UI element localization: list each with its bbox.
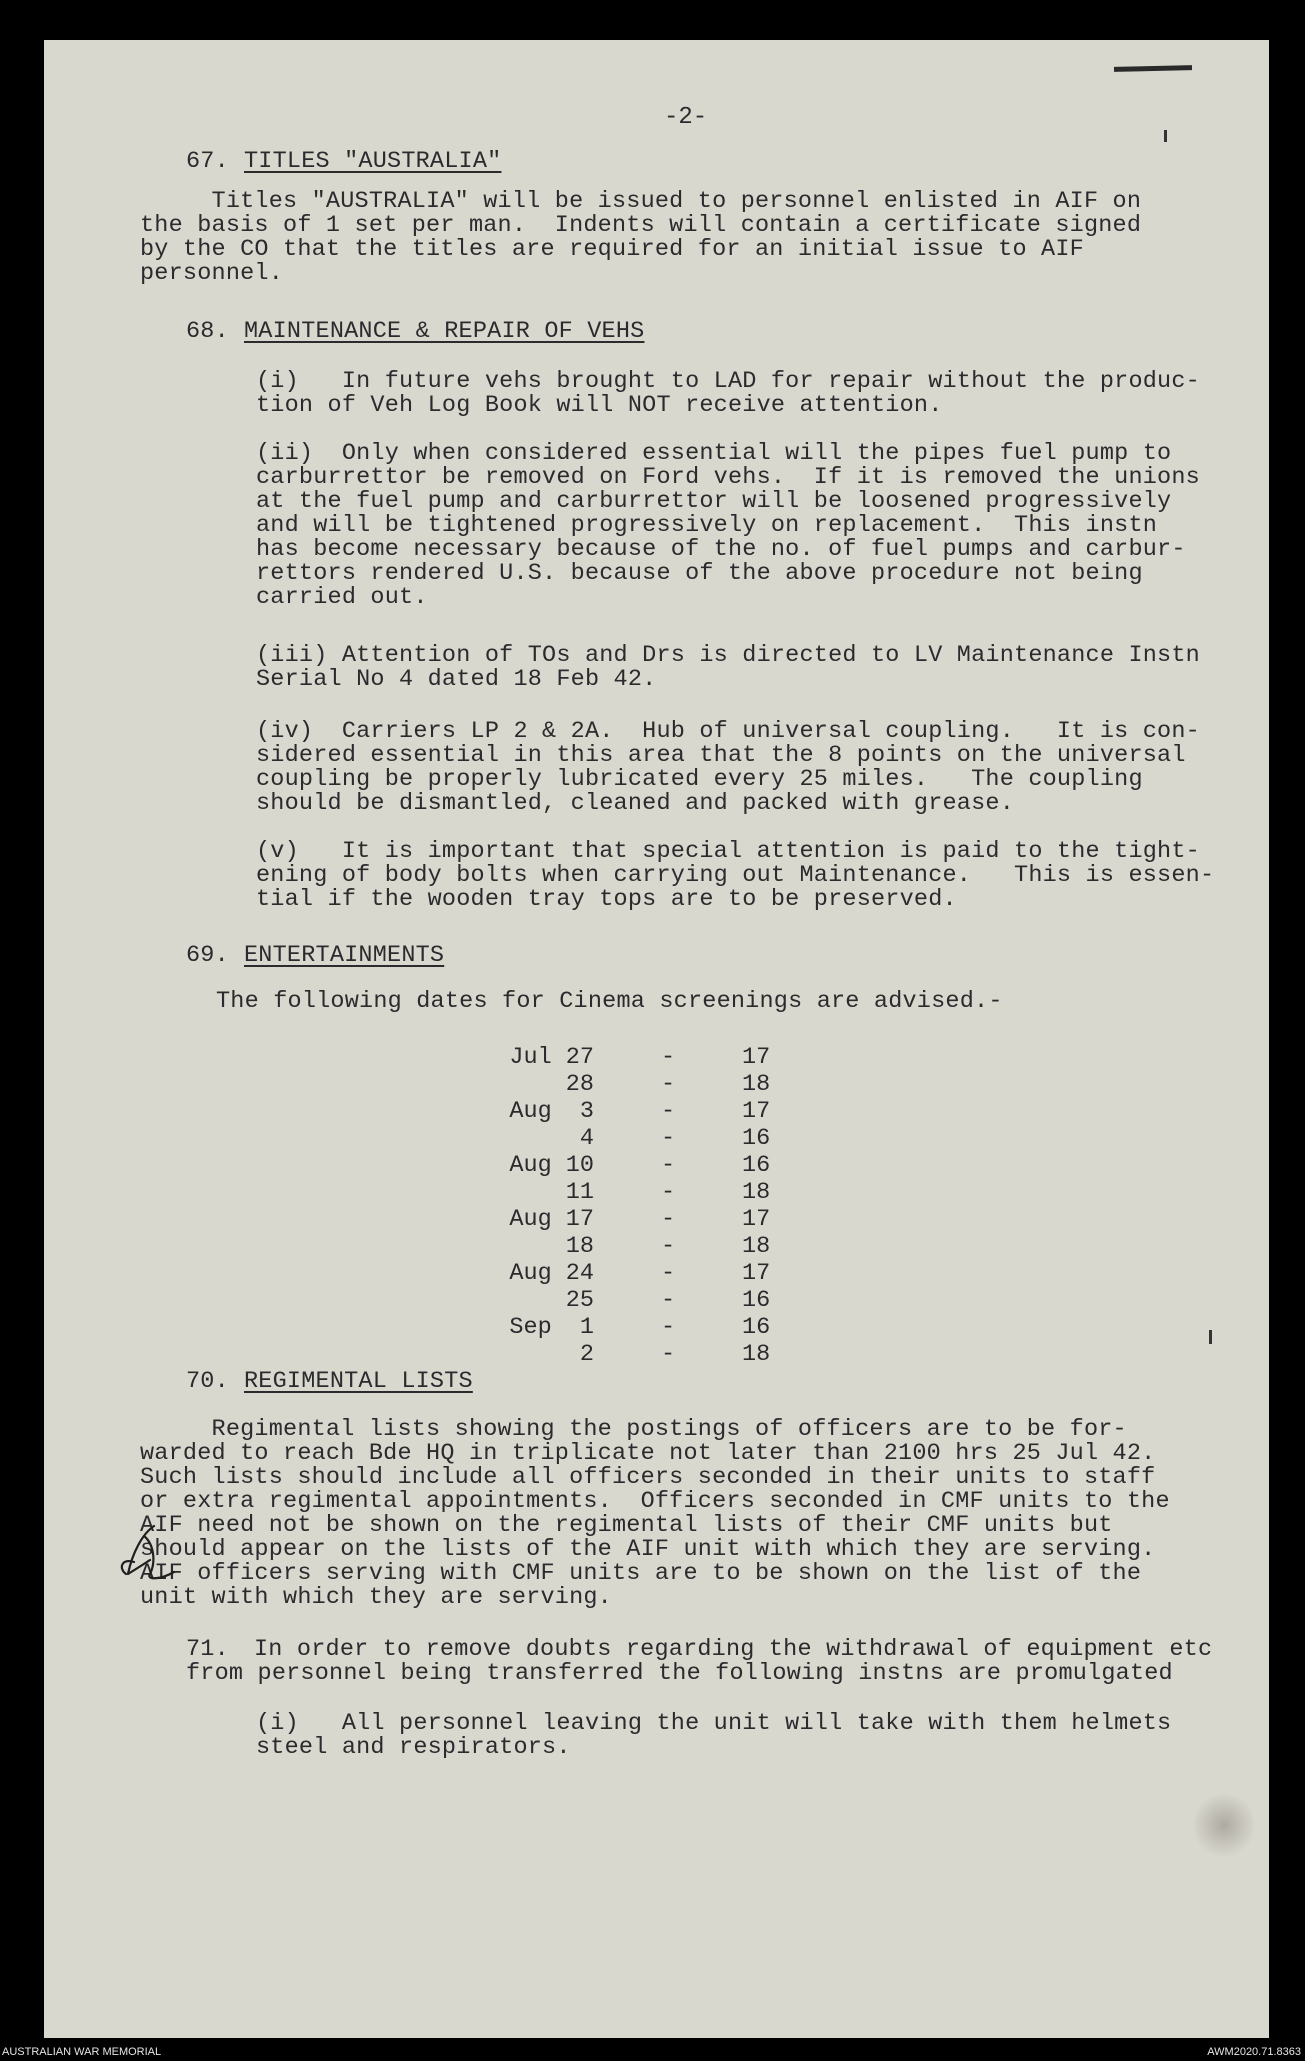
schedule-date: 25 <box>565 1287 594 1314</box>
schedule-unit: 18 <box>742 1179 771 1206</box>
section-70-line: should appear on the lists of the AIF unit with which they are serving. <box>140 1536 1156 1563</box>
schedule-date: 4 <box>579 1125 594 1152</box>
schedule-date: Aug 3 <box>509 1098 594 1125</box>
schedule-unit: 16 <box>742 1152 771 1179</box>
handwritten-initials <box>114 1514 184 1594</box>
schedule-row <box>494 1044 802 1071</box>
paper-stain <box>1194 1790 1254 1860</box>
section-70-line: Such lists should include all officers seconded in their units to staff <box>140 1464 1156 1491</box>
section-67-number: 67. <box>186 148 229 175</box>
schedule-row <box>494 1206 802 1233</box>
schedule-dash: - <box>660 1179 676 1206</box>
section-68-title: MAINTENANCE & REPAIR OF VEHS <box>244 318 645 345</box>
section-68-iii-line: (iii) Attention of TOs and Drs is directed to LV Maintenance Instn <box>256 642 1200 669</box>
section-67-title: TITLES "AUSTRALIA" <box>244 148 502 175</box>
schedule-date: Aug 17 <box>509 1206 594 1233</box>
schedule-row <box>494 1341 802 1368</box>
schedule-date: Jul 27 <box>509 1044 594 1071</box>
schedule-date: 28 <box>565 1071 594 1098</box>
section-69-intro: The following dates for Cinema screenings are advised.- <box>216 988 1003 1015</box>
section-71-i-line: steel and respirators. <box>256 1734 571 1761</box>
section-68-v-line: ening of body bolts when carrying out Maintenance. This is essen- <box>256 862 1215 889</box>
schedule-unit: 17 <box>742 1206 771 1233</box>
section-70-line: unit with which they are serving. <box>140 1584 612 1611</box>
document-page <box>44 40 1269 2038</box>
section-67-line: the basis of 1 set per man. Indents will contain a certificate signed <box>140 212 1142 239</box>
section-68-ii-line: and will be tightened progressively on replacement. This instn <box>256 512 1158 539</box>
footer-archive-name: AUSTRALIAN WAR MEMORIAL <box>2 2046 162 2058</box>
schedule-unit: 18 <box>742 1341 771 1368</box>
schedule-date: 11 <box>565 1179 594 1206</box>
schedule-date: Aug 24 <box>509 1260 594 1287</box>
section-68-ii-line: rettors rendered U.S. because of the above procedure not being <box>256 560 1143 587</box>
section-68-ii-line: has become necessary because of the no. of fuel pumps and carbur- <box>256 536 1186 563</box>
section-68-ii-line: (ii) Only when considered essential will the pipes fuel pump to <box>256 440 1172 467</box>
schedule-dash: - <box>660 1233 676 1260</box>
schedule-unit: 17 <box>742 1044 771 1071</box>
schedule-dash: - <box>660 1287 676 1314</box>
schedule-dash: - <box>660 1071 676 1098</box>
schedule-dash: - <box>660 1044 676 1071</box>
schedule-dash: - <box>660 1260 676 1287</box>
schedule-row <box>494 1233 802 1260</box>
section-67-line: by the CO that the titles are required for an initial issue to AIF <box>140 236 1084 263</box>
section-69-title: ENTERTAINMENTS <box>244 942 445 969</box>
schedule-row <box>494 1152 802 1179</box>
section-70-line: AIF officers serving with CMF units are to be shown on the list of the <box>140 1560 1142 1587</box>
section-67-line: personnel. <box>140 260 284 287</box>
section-68-number: 68. <box>186 318 229 345</box>
schedule-dash: - <box>660 1314 676 1341</box>
section-68-ii-line: at the fuel pump and carburrettor will be loosened progressively <box>256 488 1172 515</box>
ink-mark <box>1114 65 1192 72</box>
section-68-iv-line: should be dismantled, cleaned and packed with grease. <box>256 790 1015 817</box>
schedule-dash: - <box>660 1098 676 1125</box>
schedule-date: Sep 1 <box>509 1314 594 1341</box>
section-70-line: or extra regimental appointments. Officers seconded in CMF units to the <box>140 1488 1170 1515</box>
schedule-unit: 17 <box>742 1098 771 1125</box>
page-number: -2- <box>664 104 708 131</box>
section-71-i-line: (i) All personnel leaving the unit will take with them helmets <box>256 1710 1172 1737</box>
section-67-line: Titles "AUSTRALIA" will be issued to personnel enlisted in AIF on <box>140 188 1142 215</box>
schedule-unit: 16 <box>742 1125 771 1152</box>
schedule-unit: 18 <box>742 1233 771 1260</box>
section-70-line: Regimental lists showing the postings of officers are to be for- <box>140 1416 1127 1443</box>
section-68-i-line: tion of Veh Log Book will NOT receive attention. <box>256 392 943 419</box>
schedule-date: 2 <box>579 1341 594 1368</box>
section-71-line: from personnel being transferred the following instns are promulgated <box>186 1660 1173 1687</box>
schedule-row <box>494 1260 802 1287</box>
cinema-schedule <box>494 1044 802 1368</box>
schedule-unit: 17 <box>742 1260 771 1287</box>
section-71-number: 71. <box>186 1636 229 1663</box>
section-69-number: 69. <box>186 942 229 969</box>
section-68-ii-line: carburrettor be removed on Ford vehs. If it is removed the unions <box>256 464 1200 491</box>
section-68-iv-line: coupling be properly lubricated every 25 miles. The coupling <box>256 766 1143 793</box>
section-68-iv-line: (iv) Carriers LP 2 & 2A. Hub of universal coupling. It is con- <box>256 718 1200 745</box>
schedule-date: 18 <box>565 1233 594 1260</box>
section-70-title: REGIMENTAL LISTS <box>244 1368 473 1395</box>
schedule-dash: - <box>660 1152 676 1179</box>
schedule-row <box>494 1287 802 1314</box>
schedule-unit: 16 <box>742 1287 771 1314</box>
schedule-row <box>494 1071 802 1098</box>
section-68-i-line: (i) In future vehs brought to LAD for repair without the produc- <box>256 368 1200 395</box>
section-68-v-line: (v) It is important that special attention is paid to the tight- <box>256 838 1200 865</box>
section-71-line: In order to remove doubts regarding the withdrawal of equipment etc <box>254 1636 1213 1663</box>
section-68-ii-line: carried out. <box>256 584 428 611</box>
section-68-iv-line: sidered essential in this area that the 8 points on the universal <box>256 742 1186 769</box>
section-68-v-line: tial if the wooden tray tops are to be preserved. <box>256 886 957 913</box>
section-70-number: 70. <box>186 1368 229 1395</box>
schedule-row <box>494 1179 802 1206</box>
footer-archive-id: AWM2020.71.8363 <box>1207 2046 1301 2058</box>
schedule-unit: 16 <box>742 1314 771 1341</box>
section-70-line: warded to reach Bde HQ in triplicate not later than 2100 hrs 25 Jul 42. <box>140 1440 1156 1467</box>
schedule-dash: - <box>660 1206 676 1233</box>
schedule-dash: - <box>660 1341 676 1368</box>
section-68-iii-line: Serial No 4 dated 18 Feb 42. <box>256 666 657 693</box>
section-70-line: AIF need not be shown on the regimental lists of their CMF units but <box>140 1512 1113 1539</box>
schedule-row <box>494 1314 802 1341</box>
ink-mark <box>1209 1330 1212 1344</box>
schedule-date: Aug 10 <box>509 1152 594 1179</box>
schedule-row <box>494 1125 802 1152</box>
schedule-row <box>494 1098 802 1125</box>
schedule-unit: 18 <box>742 1071 771 1098</box>
ink-mark <box>1164 130 1167 142</box>
schedule-dash: - <box>660 1125 676 1152</box>
